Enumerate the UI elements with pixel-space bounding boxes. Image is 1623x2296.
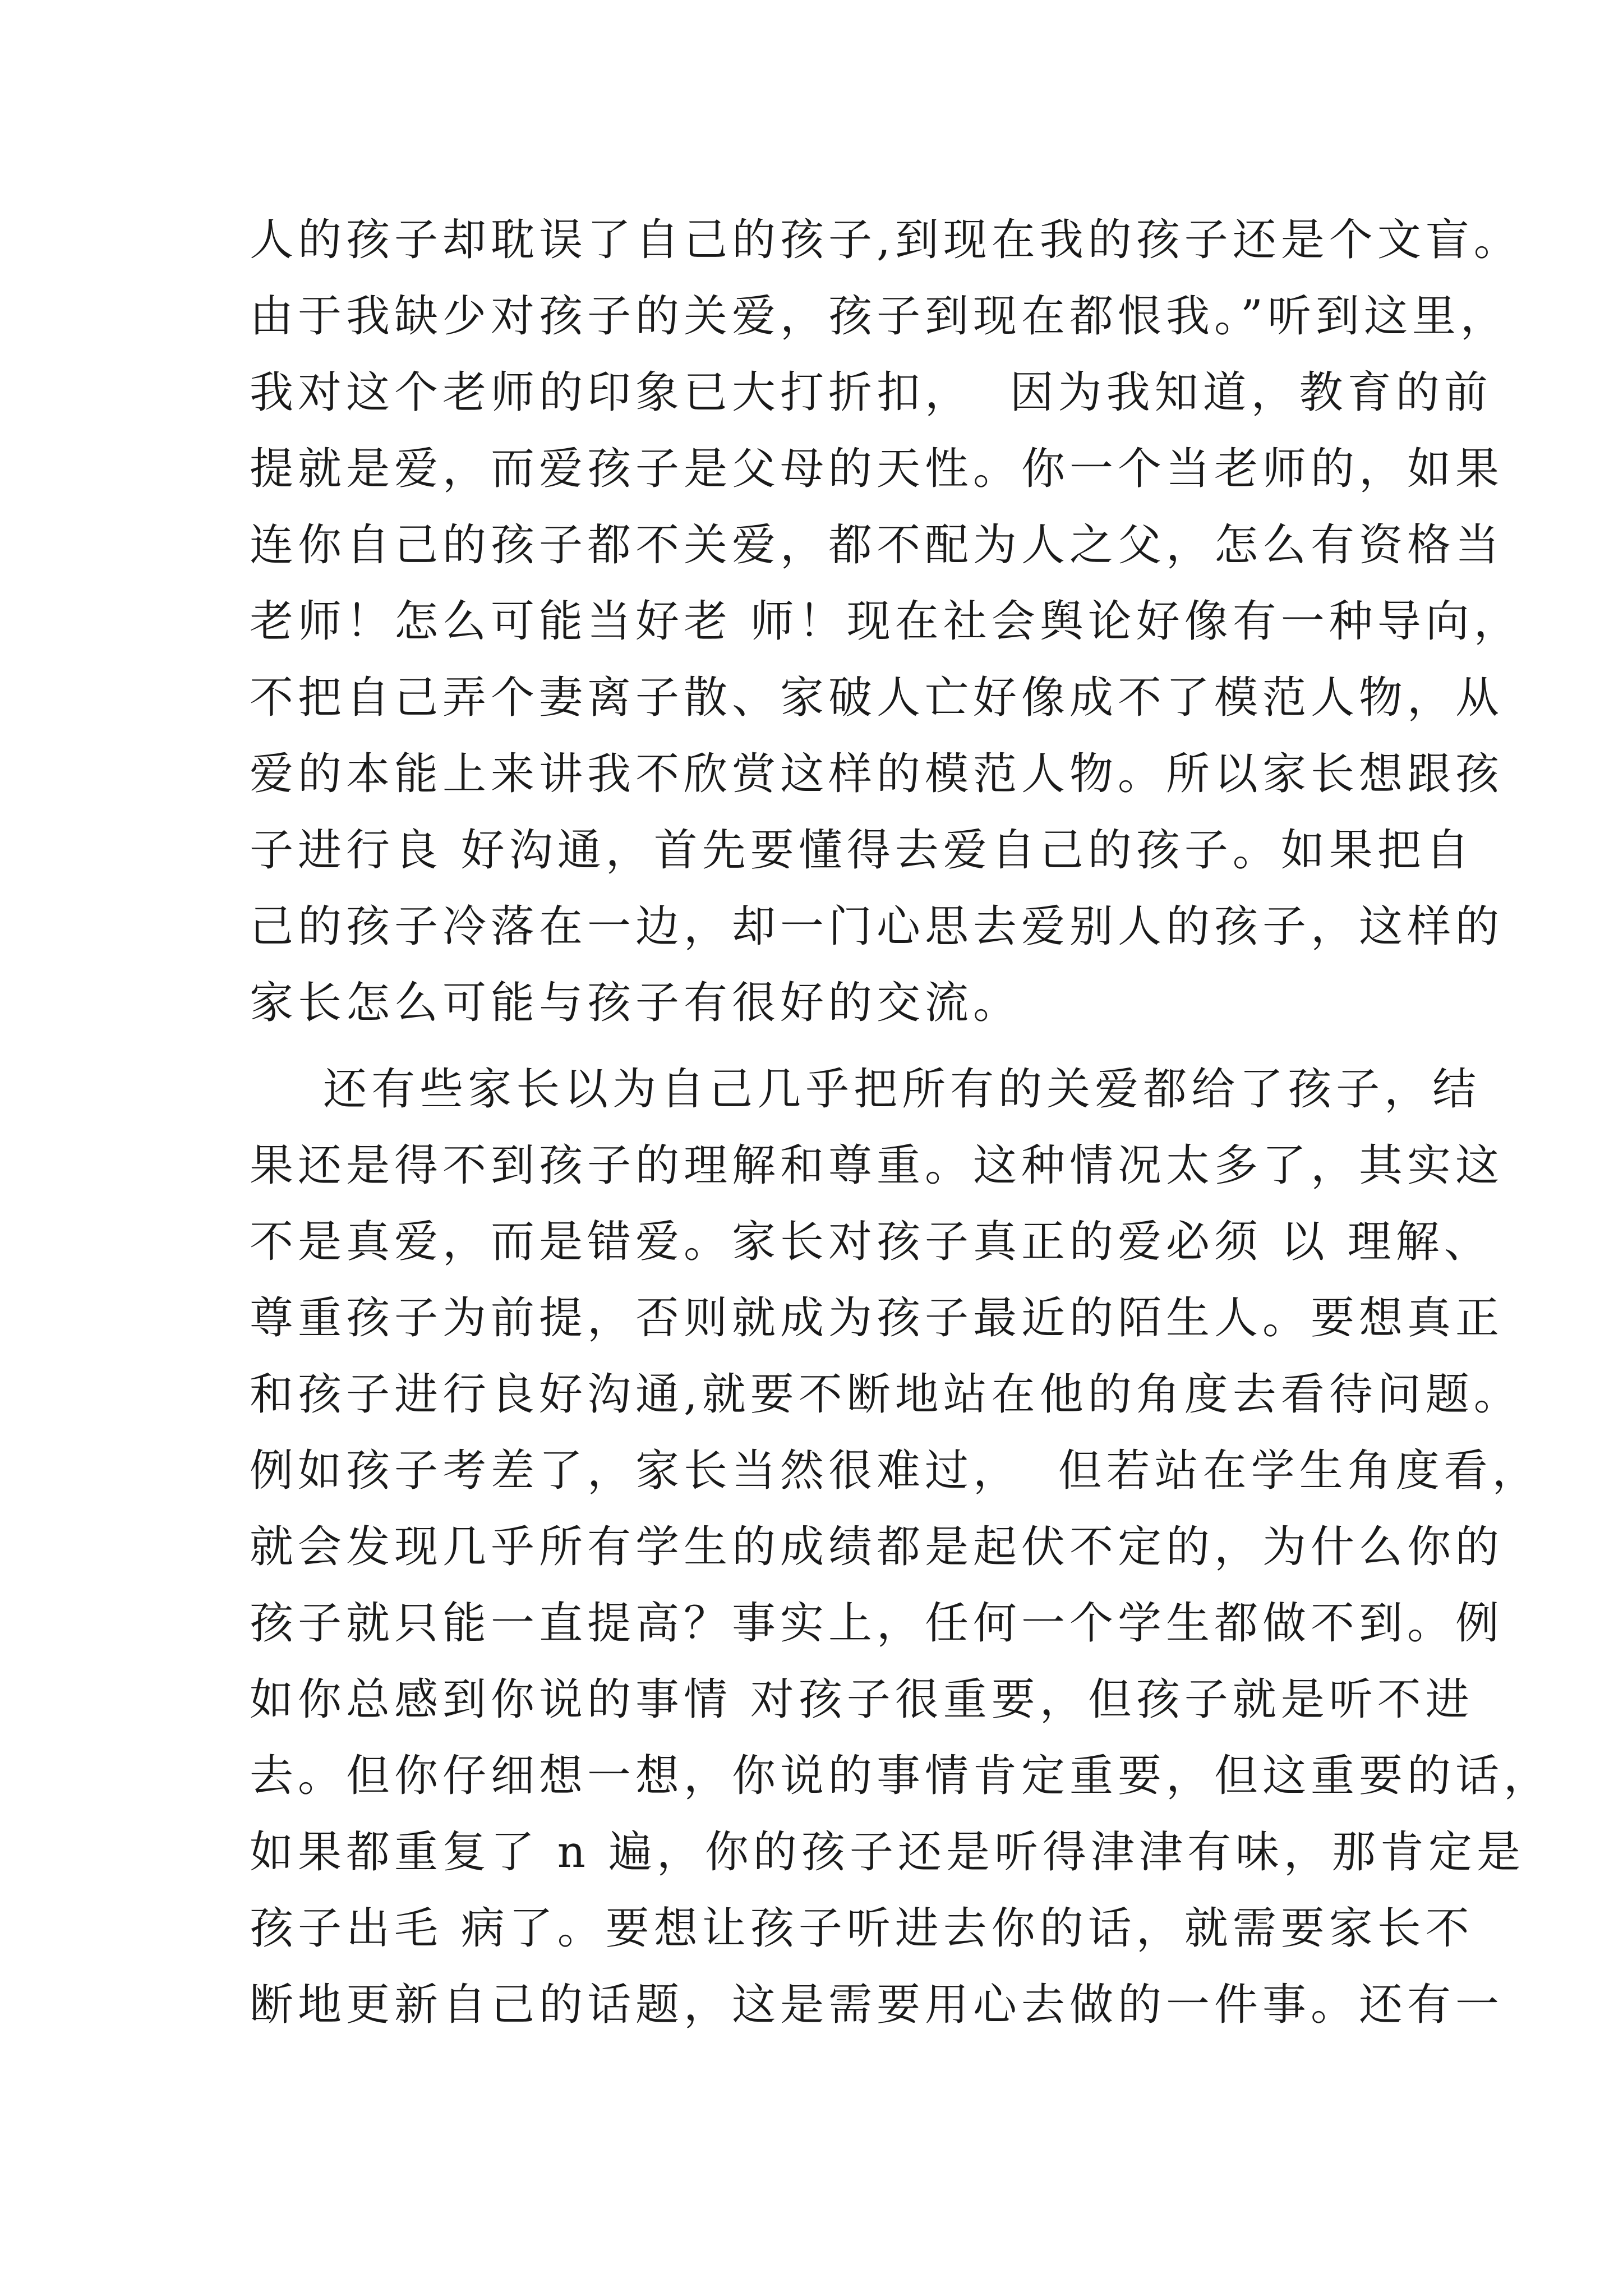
text-line: 老师！怎么可能当好老 师！现在社会舆论好像有一种导向， <box>250 596 1522 647</box>
paragraph-first-line: 还有些家长以为自己几乎把所有的关爱都给了孩子，结 <box>250 1064 1481 1115</box>
text-line: 孩子出毛 病了。要想让孩子听进去你的话，就需要家长不 <box>250 1903 1474 1954</box>
text-line: 我对这个老师的印象已大打折扣， 因为我知道，教育的前 <box>250 367 1492 418</box>
text-line: 不把自己弄个妻离子散、家破人亡好像成不了模范人物，从 <box>250 673 1504 723</box>
body-text <box>250 202 1552 2043</box>
text-line: 和孩子进行良好沟通,就要不断地站在他的角度去看待问题。 <box>250 1369 1522 1420</box>
text-line: 连你自己的孩子都不关爱，都不配为人之父，怎么有资格当 <box>250 520 1504 570</box>
text-line: 例如孩子考差了，家长当然很难过， 但若站在学生角度看， <box>250 1446 1541 1496</box>
text-line: 如你总感到你说的事情 对孩子很重要，但孩子就是听不进 <box>250 1674 1474 1725</box>
text-line: 子进行良 好沟通，首先要懂得去爱自己的孩子。如果把自 <box>250 825 1474 876</box>
text-line: 人的孩子却耽误了自己的孩子,到现在我的孩子还是个文盲。 <box>250 215 1522 265</box>
text-line: 提就是爱，而爱孩子是父母的天性。你一个当老师的，如果 <box>250 444 1504 494</box>
text-line: 如果都重复了 n 遍，你的孩子还是听得津津有味，那肯定是 <box>250 1827 1525 1878</box>
text-line: 不是真爱，而是错爱。家长对孩子真正的爱必须 以 理解、 <box>250 1217 1492 1267</box>
text-line: 爱的本能上来讲我不欣赏这样的模范人物。所以家长想跟孩 <box>250 749 1504 799</box>
text-line: 断地更新自己的话题，这是需要用心去做的一件事。还有一 <box>250 1980 1504 2030</box>
text-line: 去。但你仔细想一想，你说的事情肯定重要，但这重要的话， <box>250 1751 1552 1801</box>
text-line: 果还是得不到孩子的理解和尊重。这种情况太多了，其实这 <box>250 1140 1504 1191</box>
text-line: 孩子就只能一直提高？事实上，任何一个学生都做不到。例 <box>250 1598 1504 1649</box>
text-line: 尊重孩子为前提，否则就成为孩子最近的陌生人。要想真正 <box>250 1293 1504 1343</box>
text-line: 家长怎么可能与孩子有很好的交流。 <box>250 978 1022 1028</box>
text-line: 就会发现几乎所有学生的成绩都是起伏不定的，为什么你的 <box>250 1522 1504 1572</box>
text-line: 己的孩子冷落在一边，却一门心思去爱别人的孩子，这样的 <box>250 901 1504 952</box>
text-line: 由于我缺少对孩子的关爱，孩子到现在都恨我。”听到这里， <box>250 291 1509 342</box>
